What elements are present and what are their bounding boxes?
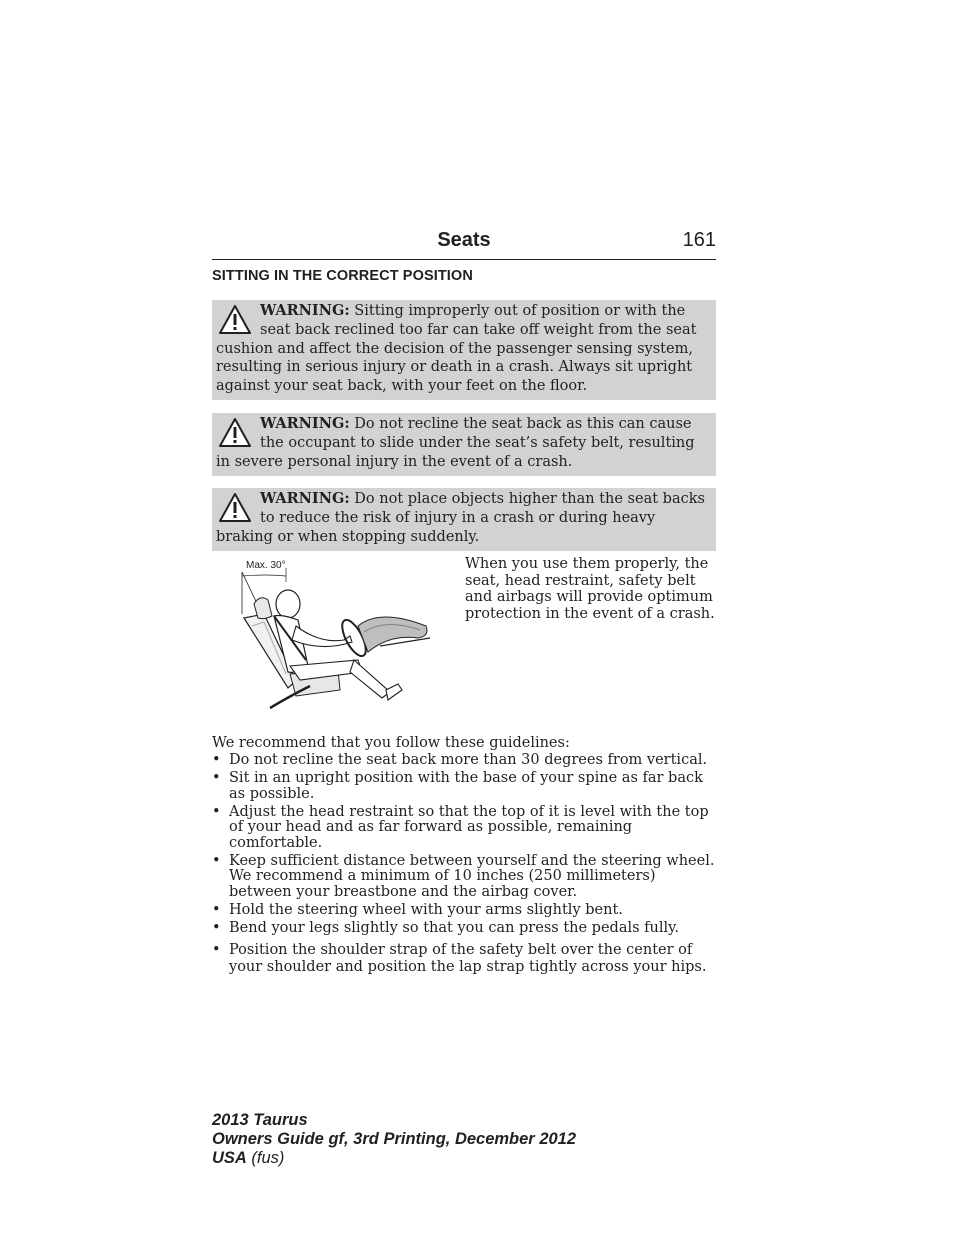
- warning-label: WARNING:: [260, 302, 350, 319]
- footer-region: [212, 1149, 576, 1168]
- warning-triangle-icon: [218, 416, 252, 450]
- seating-position-illustration: [230, 556, 442, 716]
- list-item: • Adjust the head restraint so that the top of it is level with the top of your head and as far forward as possible, remaining comfortable.: [212, 805, 716, 852]
- footer-edition: Owners Guide gf, 3rd Printing, December 2012: [212, 1130, 577, 1148]
- warning-text: Sitting improperly out of position or with the seat back reclined too far can take off weight from the seat cushion and affect the decision of the passenger sensing system, resulting in serious injury or death in a crash. Always sit upright against your seat back, with your feet on the floor.: [216, 303, 697, 395]
- side-description: When you use them properly, the seat, head restraint, safety belt and airbags will provide optimum protection in the event of a crash.: [465, 556, 715, 622]
- footer-model: 2013 Taurus: [212, 1111, 308, 1129]
- list-item: • Do not recline the seat back more than 30 degrees from vertical.: [212, 753, 716, 769]
- list-item: • Position the shoulder strap of the safety belt over the center of your shoulder and position the lap strap tightly across your hips.: [212, 942, 716, 976]
- angle-label: Max. 30°: [246, 560, 286, 571]
- guidelines-list: [212, 753, 716, 979]
- warning-triangle-icon: [218, 491, 252, 525]
- warning-label: WARNING:: [260, 415, 350, 432]
- warning-label: WARNING:: [260, 490, 350, 507]
- footer-region-code: USA: [212, 1149, 247, 1167]
- list-item: • Keep sufficient distance between yourself and the steering wheel. We recommend a minimum of 10 inches (250 millimeters) between your breastbone and the airbag cover.: [212, 854, 716, 901]
- footer-region-suffix: (fus): [246, 1149, 285, 1167]
- section-heading: SITTING IN THE CORRECT POSITION: [212, 268, 473, 284]
- list-item: • Sit in an upright position with the base of your spine as far back as possible.: [212, 771, 716, 802]
- page-footer: [212, 1111, 576, 1168]
- warning-text: Do not recline the seat back as this can cause the occupant to slide under the seat’s safety belt, resulting in severe personal injury in the event of a crash.: [216, 416, 695, 470]
- page-number: 161: [682, 229, 716, 251]
- page-header: [212, 229, 716, 260]
- warning-text: Do not place objects higher than the seat backs to reduce the risk of injury in a crash or during heavy braking or when stopping suddenly.: [216, 491, 705, 545]
- guidelines-intro: We recommend that you follow these guidelines:: [212, 735, 570, 751]
- warning-box-3: [212, 488, 716, 551]
- warning-box-2: [212, 413, 716, 476]
- list-item: • Bend your legs slightly so that you can press the pedals fully.: [212, 921, 716, 937]
- list-item: • Hold the steering wheel with your arms slightly bent.: [212, 903, 716, 919]
- warning-triangle-icon: [218, 303, 252, 337]
- warning-box-1: [212, 300, 716, 400]
- chapter-title: Seats: [437, 229, 491, 251]
